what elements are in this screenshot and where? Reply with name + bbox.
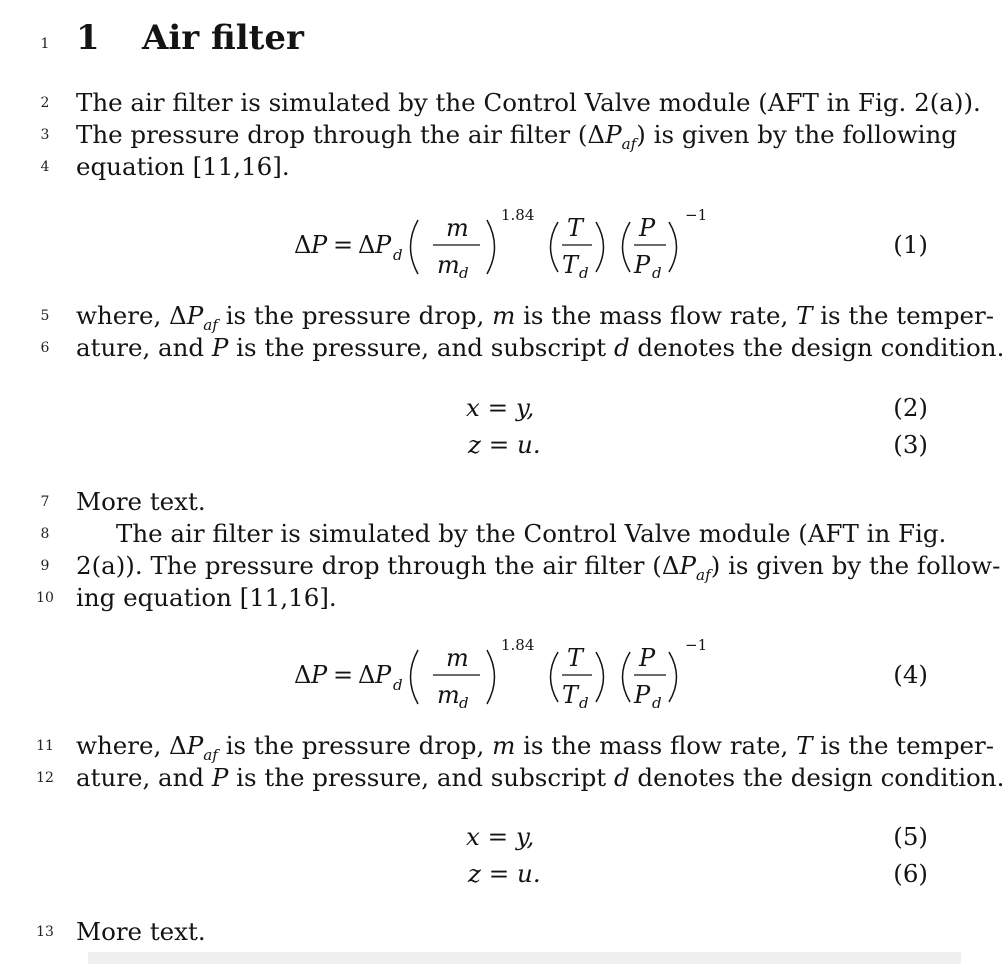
var-m: m (437, 681, 460, 709)
text-span: ature, and (76, 333, 212, 362)
paragraph-line (76, 333, 1004, 363)
var-z: z (468, 859, 481, 888)
equation-6 (468, 859, 541, 888)
var-P: P (211, 763, 229, 792)
right-paren (487, 650, 495, 704)
var-m: m (492, 301, 516, 330)
delta-symbol: Δ (661, 551, 680, 580)
equals-sign: = (333, 231, 354, 259)
delta-symbol: Δ (294, 231, 312, 259)
var-m: m (446, 644, 469, 672)
left-paren (551, 652, 559, 702)
subscript-af: af (621, 134, 637, 153)
delta-symbol: Δ (169, 731, 187, 760)
line-number: 12 (36, 770, 54, 786)
left-paren (411, 220, 419, 274)
text-span: is the pressure, and subscript (228, 763, 614, 792)
equation-number: (6) (893, 859, 928, 888)
equation-number: (1) (893, 230, 928, 259)
var-u: u. (517, 859, 541, 888)
exponent: 1.84 (501, 206, 535, 224)
var-u: u. (517, 430, 541, 459)
text-span: ) is given by the follow- (710, 551, 1001, 580)
var-P: P (639, 214, 656, 242)
var-T: T (567, 644, 584, 672)
left-paren (623, 652, 631, 702)
delta-symbol: Δ (358, 231, 376, 259)
delta-symbol: Δ (169, 301, 187, 330)
subscript-d: d (652, 694, 662, 712)
var-y: y, (515, 822, 535, 851)
line-number: 2 (40, 95, 50, 111)
text-span: The pressure drop through the air filter ( (76, 120, 588, 149)
equals-sign: = (487, 822, 509, 851)
line-number: 3 (40, 127, 50, 143)
var-m: m (437, 251, 460, 279)
var-x: x (466, 393, 480, 422)
subscript-af: af (203, 745, 218, 764)
var-P: P (679, 551, 697, 580)
var-T: T (567, 214, 584, 242)
text-span: is the pressure, and subscript (228, 333, 614, 362)
line-number: 4 (40, 159, 50, 175)
subscript-af: af (696, 565, 711, 584)
equation-1 (290, 198, 730, 288)
equation-5 (466, 822, 534, 851)
paragraph-line: More text. (76, 917, 206, 946)
var-T: T (796, 301, 813, 330)
left-paren (623, 222, 631, 272)
right-paren (669, 652, 677, 702)
section-heading (76, 18, 304, 58)
var-P: P (634, 681, 651, 709)
equation-number: (4) (893, 660, 928, 689)
paragraph-line: equation [11,16]. (76, 152, 290, 181)
line-number: 6 (40, 340, 50, 356)
line-number: 11 (36, 738, 54, 754)
text-span: 2(a)). The pressure drop through the air filter ( (76, 551, 662, 580)
line-number: 10 (36, 590, 54, 606)
subscript-d: d (459, 694, 469, 712)
var-P: P (375, 661, 392, 689)
var-P: P (211, 333, 229, 362)
var-z: z (468, 430, 481, 459)
right-paren (596, 222, 604, 272)
var-P: P (311, 231, 328, 259)
section-title: Air filter (142, 18, 304, 58)
subscript-d: d (393, 676, 403, 694)
text-span: is the mass flow rate, (515, 301, 797, 330)
var-T: T (562, 681, 579, 709)
text-span: is the pressure drop, (217, 731, 493, 760)
paragraph-line: The air filter is simulated by the Control Valve module (AFT in Fig. (116, 519, 947, 548)
var-d: d (613, 763, 630, 792)
line-number: 8 (40, 526, 50, 542)
delta-symbol: Δ (358, 661, 376, 689)
text-span: where, (76, 301, 170, 330)
left-paren (551, 222, 559, 272)
text-span: ature, and (76, 763, 212, 792)
section-number: 1 (76, 18, 100, 58)
equals-sign: = (488, 859, 510, 888)
paragraph-line: More text. (76, 487, 206, 516)
left-paren (411, 650, 419, 704)
text-span: ) is given by the following (636, 120, 957, 149)
var-x: x (466, 822, 480, 851)
text-span: where, (76, 731, 170, 760)
text-span: is the temper- (812, 301, 995, 330)
var-m: m (446, 214, 469, 242)
subscript-d: d (652, 264, 662, 282)
right-paren (487, 220, 495, 274)
right-paren (669, 222, 677, 272)
var-d: d (613, 333, 630, 362)
line-number: 9 (40, 558, 50, 574)
var-P: P (605, 120, 622, 149)
line-number: 5 (40, 308, 50, 324)
paragraph-line: The air filter is simulated by the Control Valve module (AFT in Fig. 2(a)). (76, 88, 981, 117)
delta-symbol: Δ (587, 120, 606, 149)
equation-number: (3) (893, 430, 928, 459)
var-P: P (186, 731, 204, 760)
exponent: 1.84 (501, 636, 535, 654)
text-span: is the temper- (812, 731, 995, 760)
exponent: −1 (685, 636, 708, 654)
line-number: 1 (40, 36, 50, 52)
exponent: −1 (685, 206, 708, 224)
var-P: P (634, 251, 651, 279)
var-y: y, (515, 393, 535, 422)
equation-number: (5) (893, 822, 928, 851)
line-number: 7 (40, 494, 50, 510)
line-number: 13 (36, 924, 54, 940)
bottom-shadow (88, 952, 961, 964)
var-P: P (375, 231, 392, 259)
delta-symbol: Δ (294, 661, 312, 689)
subscript-d: d (579, 694, 589, 712)
paragraph-line (76, 763, 1004, 793)
var-T: T (796, 731, 813, 760)
text-span: denotes the design condition. (629, 763, 1004, 792)
equation-4 (290, 628, 730, 718)
equation-number: (2) (893, 393, 928, 422)
subscript-d: d (459, 264, 469, 282)
subscript-af: af (203, 315, 218, 334)
right-paren (596, 652, 604, 702)
var-P: P (186, 301, 204, 330)
text-span: denotes the design condition. (629, 333, 1004, 362)
equals-sign: = (488, 430, 510, 459)
var-P: P (639, 644, 656, 672)
paragraph-line: ing equation [11,16]. (76, 583, 337, 612)
var-T: T (562, 251, 579, 279)
text-span: is the pressure drop, (217, 301, 493, 330)
equals-sign: = (333, 661, 354, 689)
equals-sign: = (487, 393, 509, 422)
var-P: P (311, 661, 328, 689)
subscript-d: d (579, 264, 589, 282)
equation-2 (466, 393, 534, 422)
var-m: m (492, 731, 516, 760)
text-span: is the mass flow rate, (515, 731, 797, 760)
equation-3 (468, 430, 541, 459)
subscript-d: d (393, 246, 403, 264)
